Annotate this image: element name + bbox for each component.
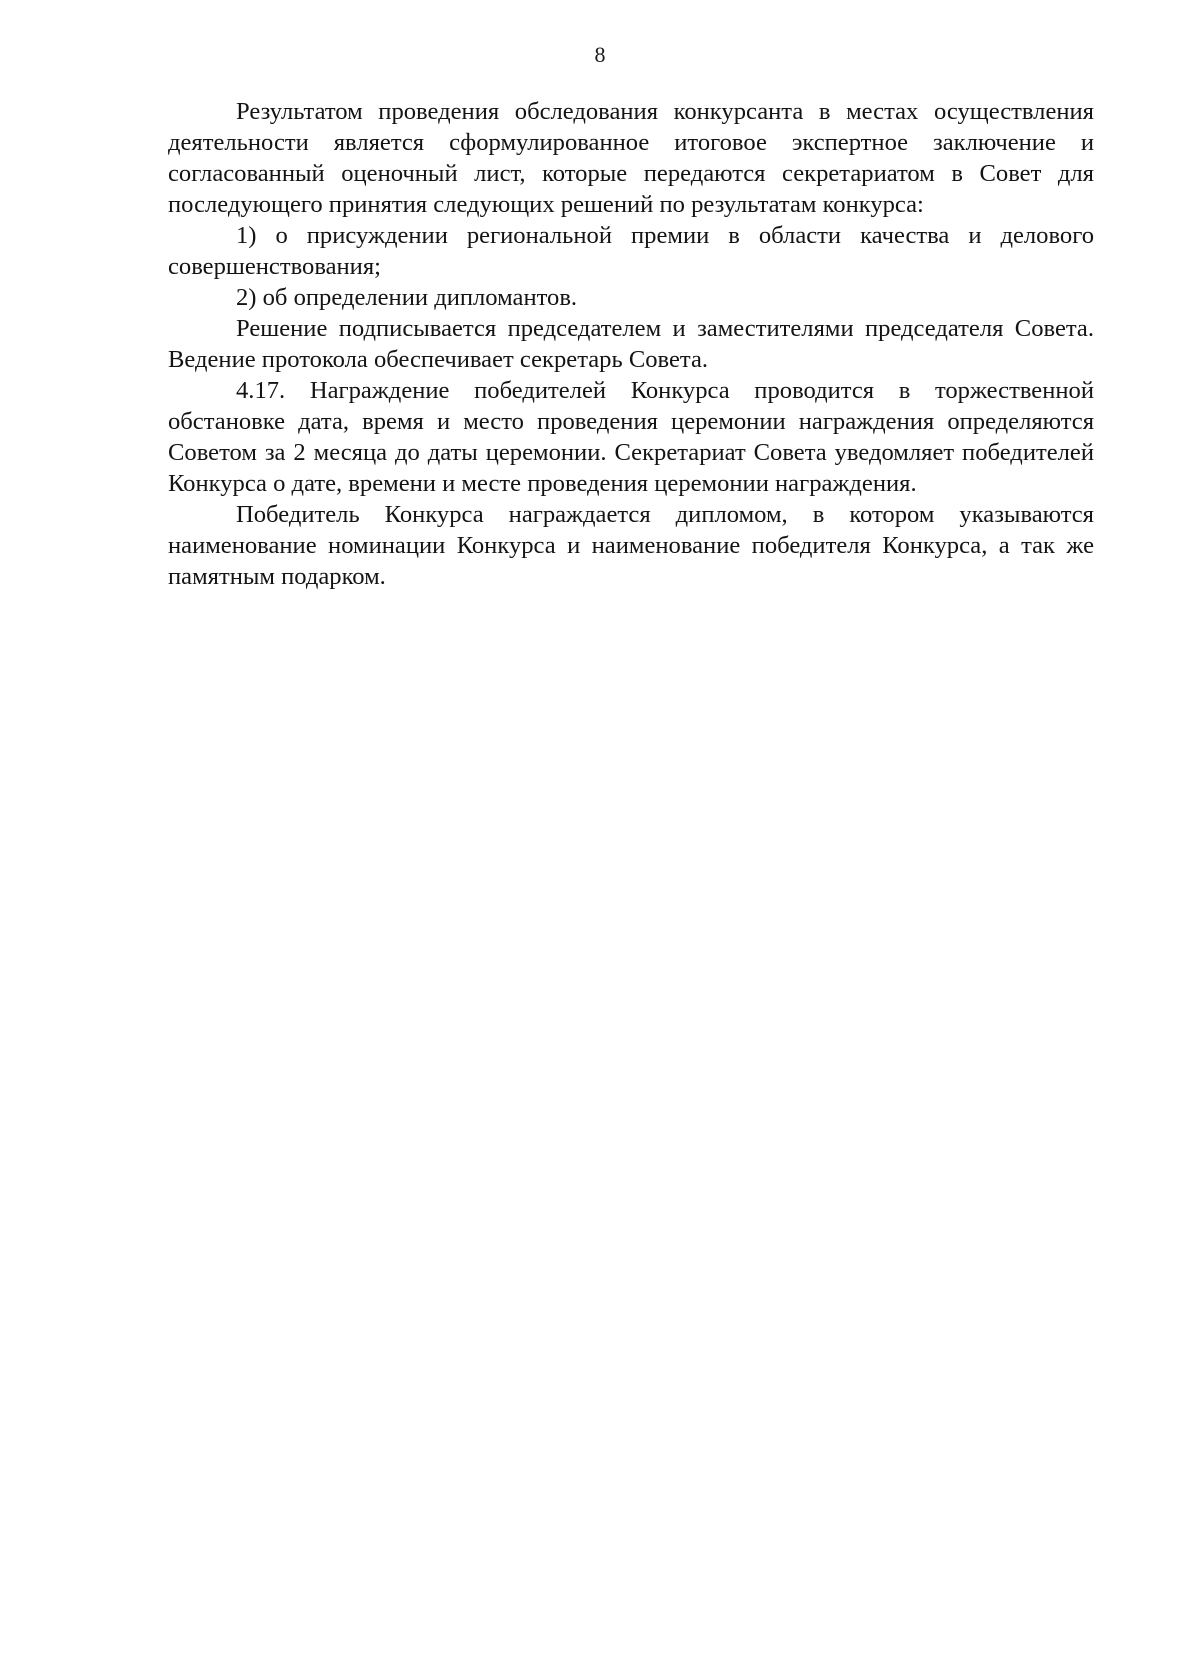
paragraph-award-ceremony: 4.17. Награждение победителей Конкурса проводится в торжественной обстановке дата, время и место проведения церемонии награждения определяются Советом за 2 месяца до даты церемонии. Секретариат Совета уведомляет победителей Конкурса о дате, времени и месте проведения церемонии награждения. [168,377,1094,497]
paragraph-decision-diplomas: 2) об определении дипломантов. [236,284,578,311]
page-number: 8 [594,42,606,67]
paragraph-decision-signing: Решение подписывается председателем и заместителями председателя Совета. Ведение протокола обеспечивает секретарь Совета. [168,315,1094,373]
paragraph-examination-result: Результатом проведения обследования конкурсанта в местах осуществления деятельности является сформулированное итоговое экспертное заключение и согласованный оценочный лист, которые передаются секретариатом в Совет для последующего принятия следующих решений по результатам конкурса: [168,98,1094,218]
paragraph-winner-diploma: Победитель Конкурса награждается дипломом, в котором указываются наименование номинации Конкурса и наименование победителя Конкурса, а так же памятным подарком. [168,501,1094,590]
paragraph-decision-award: 1) о присуждении региональной премии в области качества и делового совершенствования; [168,222,1094,280]
document-body [168,96,1094,592]
